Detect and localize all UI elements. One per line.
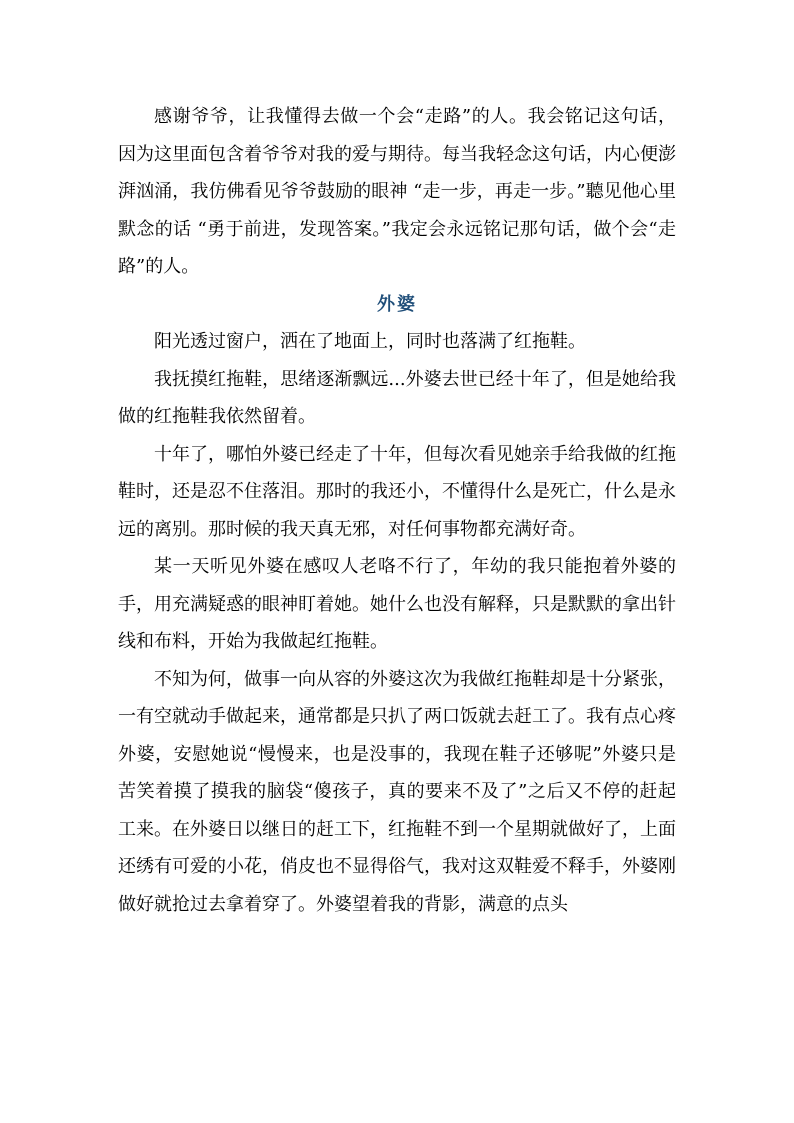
section-title: 外婆 xyxy=(377,293,417,315)
paragraph: 感谢爷爷，让我懂得去做一个会“走路”的人。我会铭记这句话，因为这里面包含着爷爷对我的爱与期待。每当我轻念这句话，内心便澎湃汹涌，我仿佛看见爷爷鼓励的眼神 “走一步，再走一步。”聽见他心里默念的话 “勇于前进，发现答案。”我定会永远铭记那句话，做个会“走路”的人。 xyxy=(118,106,676,277)
document-page xyxy=(118,98,676,923)
paragraph: 某一天听见外婆在感叹人老咯不行了，年幼的我只能抱着外婆的手，用充满疑惑的眼神盯着她。她什么也没有解释，只是默默的拿出针线和布料，开始为我做起红拖鞋。 xyxy=(118,556,676,652)
paragraph: 不知为何，做事一向从容的外婆这次为我做红拖鞋却是十分紧张，一有空就动手做起来，通常都是只扒了两口饭就去赶工了。我有点心疼外婆，安慰她说“慢慢来，也是没事的，我现在鞋子还够呢”外婆只是苦笑着摸了摸我的脑袋“傻孩子，真的要来不及了”之后又不停的赶起工来。在外婆日以继日的赶工下，红拖鞋不到一个星期就做好了，上面还绣有可爱的小花，俏皮也不显得俗气，我对这双鞋爱不释手，外婆刚做好就抢过去拿着穿了。外婆望着我的背影，满意的点头 xyxy=(118,668,676,915)
paragraph: 阳光透过窗户，洒在了地面上，同时也落满了红拖鞋。 xyxy=(154,331,586,352)
paragraph: 十年了，哪怕外婆已经走了十年，但每次看见她亲手给我做的红拖鞋时，还是忍不住落泪。那时的我还小，不懂得什么是死亡，什么是永远的离别。那时候的我天真无邪，对任何事物都充满好奇。 xyxy=(118,443,676,540)
paragraph: 我抚摸红拖鞋，思绪逐渐飘远...外婆去世已经十年了，但是她给我做的红拖鞋我依然留着。 xyxy=(118,368,676,427)
